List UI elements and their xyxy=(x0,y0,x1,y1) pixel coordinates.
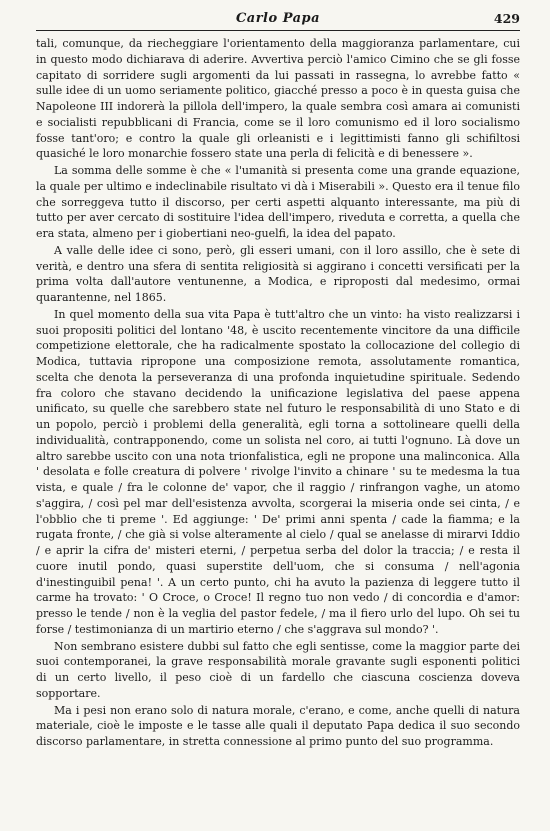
paragraph: Ma i pesi non erano solo di natura morale, c'erano, e come, anche quelli di natura materiale, cioè le imposte e le tasse alle quali il deputato Papa dedica il suo secondo discorso parlamentare, in stretta connessione al primo punto del suo programma. xyxy=(36,703,520,748)
paragraph: tali, comunque, da riecheggiare l'orientamento della maggioranza parlamentare, cui in questo modo dichiarava di aderire. Avvertiva perciò l'amico Cimino che se gli fosse capitato di sorridere sugli argomenti da lui passati in rassegna, lo avrebbe fatto « sulle idee di un uomo seriamente politico, giacché presso a poco è in questa guisa che Napoleone III indorerà la pillola dell'impero, la quale sembra così amara ai comunisti e socialisti repubblicani di Francia, come se il loro comunismo ed il loro socialismo fosse tant'oro; e contro la quale gli orleanisti e i legittimisti fanno gli schifiltosi quasiché le loro monarchie fossero state una perla di felicità e di benessere ». xyxy=(36,37,520,161)
page-number: 429 xyxy=(493,11,520,26)
body-text xyxy=(36,36,520,750)
paragraph: A valle delle idee ci sono, però, gli esseri umani, con il loro assillo, che è sete di verità, e dentro una sfera di sentita religiosità si aggirano i concetti versificati per la prima volta dall'autore ventunenne, a Modica, e riproposti dal medesimo, ormai quarantenne, nel 1865. xyxy=(36,243,520,304)
paragraph: La somma delle somme è che « l'umanità si presenta come una grande equazione, la quale per ultimo e indeclinabile risultato vi dà i Miserabili ». Questo era il tenue filo che sorreggeva tutto il discorso, per certi aspetti alquanto interessante, ma più di tutto per aver cercato di sostituire l'idea dell'impero, riveduta e corretta, a quella che era stata, almeno per i giobertiani neo-guelfi, la idea del papato. xyxy=(36,164,520,240)
running-title: Carlo Papa xyxy=(235,11,321,26)
paragraph: In quel momento della sua vita Papa è tutt'altro che un vinto: ha visto realizzarsi i suoi propositi politici del lontano '48, è uscito recentemente vincitore da una difficile competizione elettorale, che ha radicalmente spostato la collocazione del collegio di Modica, tuttavia ripropone una composizione remota, assolutamente romantica, scelta che denota la perseveranza di una profonda inquietudine spirituale. Sedendo fra coloro che stavano decidendo la unificazione legislativa del paese appena unificato, su quelle che sarebbero state nel futuro le responsabilità di uno Stato e di un popolo, perciò i problemi della generalità, egli torna a sottolineare quelli della individualità, contrapponendo, come un solista nel coro, ai tutti l'ognuno. Là dove un altro sarebbe uscito con una nota trionfalistica, egli ne propone una malinconica. Alla ' desolata e folle creatura di polvere ' rivolge l'invito a chinare ' su te medesma la tua vista, e quale / fra le colonne de' vapor, che il raggio / rinfrangon vaghe, un atomo s'aggira, / così pel mar dell'esistenza avvolta, scorgerai la miseria onde sei cinta, / e l'obblio che ti preme '. Ed aggiunge: ' De' primi anni spenta / cade la fiamma; e la rugata fronte, / che già si volse alteramente al cielo / qual se anelasse di mirarvi Iddio / e aprir la cifra de' misteri eterni, / perpetua serba del dolor la traccia; / e resta il cuore inutil pondo, quasi superstite dell'uom, che si consuma / nell'agonia d'inestinguibil pena! '. A un certo punto, chi ha avuto la pazienza di leggere tutto il carme ha trovato: ' O Croce, o Croce! Il regno tuo non vedo / di concordia e d'amor: presso le tende / non è la veglia del pastor fedele, / ma il fiero urlo del lupo. Oh sei tu forse / testimonianza di un martirio eterno / che s'aggrava sul mondo? '. xyxy=(36,307,520,636)
running-header xyxy=(36,8,520,31)
paragraph: Non sembrano esistere dubbi sul fatto che egli sentisse, come la maggior parte dei suoi contemporanei, la grave responsabilità morale gravante sugli esponenti politici di un certo livello, il peso cioè di un fardello che ciascuna coscienza doveva sopportare. xyxy=(36,639,520,700)
